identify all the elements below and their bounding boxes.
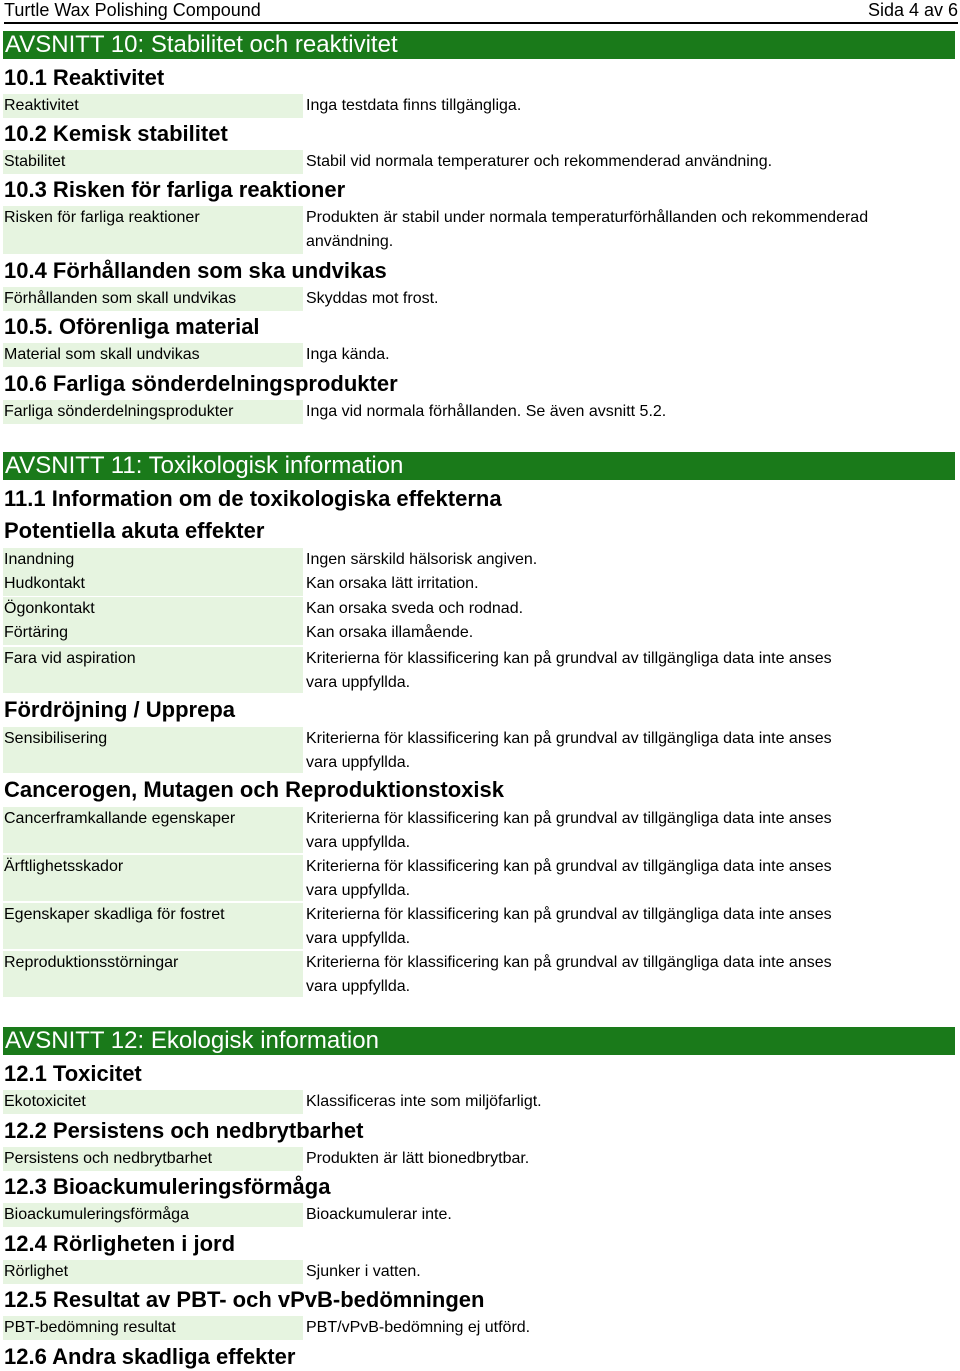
value-bioaccumulation: Bioackumulerar inte. [306, 1206, 452, 1223]
value-fetal-toxicity [306, 903, 946, 951]
label-decomposition-products: Farliga sönderdelningsprodukter [3, 400, 303, 424]
heading-12-5: 12.5 Resultat av PBT- och vPvB-bedömningen [4, 1287, 485, 1312]
value-line: vara uppfyllda. [306, 930, 411, 947]
page-header [4, 0, 958, 24]
heading-acute-effects: Potentiella akuta effekter [4, 518, 265, 543]
heading-11-1: 11.1 Information om de toxikologiska effekterna [4, 486, 502, 511]
value-hazardous-reactions [306, 206, 946, 254]
value-ingestion: Kan orsaka illamående. [306, 624, 474, 641]
value-line: Kriterierna för klassificering kan på grundval av tillgängliga data inte anses [306, 810, 832, 827]
value-line: vara uppfyllda. [306, 674, 411, 691]
heading-12-6: 12.6 Andra skadliga effekter [4, 1344, 296, 1369]
label-stability: Stabilitet [3, 150, 303, 174]
heading-10-3: 10.3 Risken för farliga reaktioner [4, 177, 346, 202]
heading-cmr: Cancerogen, Mutagen och Reproduktionstoxisk [4, 777, 504, 802]
label-conditions-to-avoid: Förhållanden som skall undvikas [3, 287, 303, 311]
heading-10-4: 10.4 Förhållanden som ska undvikas [4, 258, 387, 283]
value-pbt-result: PBT/vPvB-bedömning ej utförd. [306, 1319, 531, 1336]
value-ecotoxicity: Klassificeras inte som miljöfarligt. [306, 1093, 542, 1110]
value-stability: Stabil vid normala temperaturer och rekommenderad användning. [306, 153, 773, 170]
value-aspiration [306, 647, 946, 695]
label-carcinogenicity: Cancerframkallande egenskaper [3, 807, 303, 853]
heading-10-1: 10.1 Reaktivitet [4, 65, 165, 90]
label-sensitization: Sensibilisering [3, 727, 303, 773]
label-mutagenicity: Ärftlighetsskador [3, 855, 303, 901]
product-name: Turtle Wax Polishing Compound [4, 0, 261, 20]
label-hazardous-reactions: Risken för farliga reaktioner [3, 206, 303, 254]
value-line: Kriterierna för klassificering kan på grundval av tillgängliga data inte anses [306, 906, 832, 923]
value-carcinogenicity [306, 807, 946, 855]
value-line: vara uppfyllda. [306, 754, 411, 771]
value-reactivity: Inga testdata finns tillgängliga. [306, 97, 522, 114]
heading-delayed-effects: Fördröjning / Upprepa [4, 697, 235, 722]
section-11-title: AVSNITT 11: Toxikologisk information [3, 452, 955, 480]
value-line: Kriterierna för klassificering kan på grundval av tillgängliga data inte anses [306, 954, 832, 971]
label-bioaccumulation: Bioackumuleringsförmåga [3, 1203, 303, 1227]
section-10-title: AVSNITT 10: Stabilitet och reaktivitet [3, 31, 955, 59]
label-reactivity: Reaktivitet [3, 94, 303, 118]
label-pbt-result: PBT-bedömning resultat [3, 1316, 303, 1340]
label-ecotoxicity: Ekotoxicitet [3, 1090, 303, 1114]
label-fetal-toxicity: Egenskaper skadliga för fostret [3, 903, 303, 949]
value-line: Kriterierna för klassificering kan på grundval av tillgängliga data inte anses [306, 858, 832, 875]
label-mobility: Rörlighet [3, 1260, 303, 1284]
label-reproductive-toxicity: Reproduktionsstörningar [3, 951, 303, 997]
label-eye-contact: Ögonkontakt [3, 597, 303, 621]
value-mobility: Sjunker i vatten. [306, 1263, 421, 1280]
label-incompatible-materials: Material som skall undvikas [3, 343, 303, 367]
value-sensitization [306, 727, 946, 775]
label-inhalation: Inandning [3, 548, 303, 572]
heading-10-2: 10.2 Kemisk stabilitet [4, 121, 228, 146]
label-skin-contact: Hudkontakt [3, 572, 303, 596]
value-line: Kriterierna för klassificering kan på grundval av tillgängliga data inte anses [306, 730, 832, 747]
heading-10-6: 10.6 Farliga sönderdelningsprodukter [4, 371, 398, 396]
heading-12-1: 12.1 Toxicitet [4, 1061, 142, 1086]
value-persistence: Produkten är lätt bionedbrytbar. [306, 1150, 530, 1167]
value-line: vara uppfyllda. [306, 882, 411, 899]
value-line: Kriterierna för klassificering kan på grundval av tillgängliga data inte anses [306, 650, 832, 667]
label-ingestion: Förtäring [3, 621, 303, 645]
value-mutagenicity [306, 855, 946, 903]
value-reproductive-toxicity [306, 951, 946, 999]
heading-12-3: 12.3 Bioackumuleringsförmåga [4, 1174, 331, 1199]
value-line: användning. [306, 233, 394, 250]
value-line: vara uppfyllda. [306, 978, 411, 995]
label-aspiration: Fara vid aspiration [3, 647, 303, 693]
label-persistence: Persistens och nedbrytbarhet [3, 1147, 303, 1171]
value-conditions-to-avoid: Skyddas mot frost. [306, 290, 439, 307]
value-skin-contact: Kan orsaka lätt irritation. [306, 575, 479, 592]
heading-10-5: 10.5. Oförenliga material [4, 314, 260, 339]
value-line: Produkten är stabil under normala temperaturförhållanden och rekommenderad [306, 209, 869, 226]
value-inhalation: Ingen särskild hälsorisk angiven. [306, 551, 538, 568]
value-line: vara uppfyllda. [306, 834, 411, 851]
value-eye-contact: Kan orsaka sveda och rodnad. [306, 600, 524, 617]
value-decomposition-products: Inga vid normala förhållanden. Se även avsnitt 5.2. [306, 403, 667, 420]
heading-12-4: 12.4 Rörligheten i jord [4, 1231, 236, 1256]
section-12-title: AVSNITT 12: Ekologisk information [3, 1027, 955, 1055]
heading-12-2: 12.2 Persistens och nedbrytbarhet [4, 1118, 364, 1143]
value-incompatible-materials: Inga kända. [306, 346, 390, 363]
page-number: Sida 4 av 6 [867, 0, 958, 20]
